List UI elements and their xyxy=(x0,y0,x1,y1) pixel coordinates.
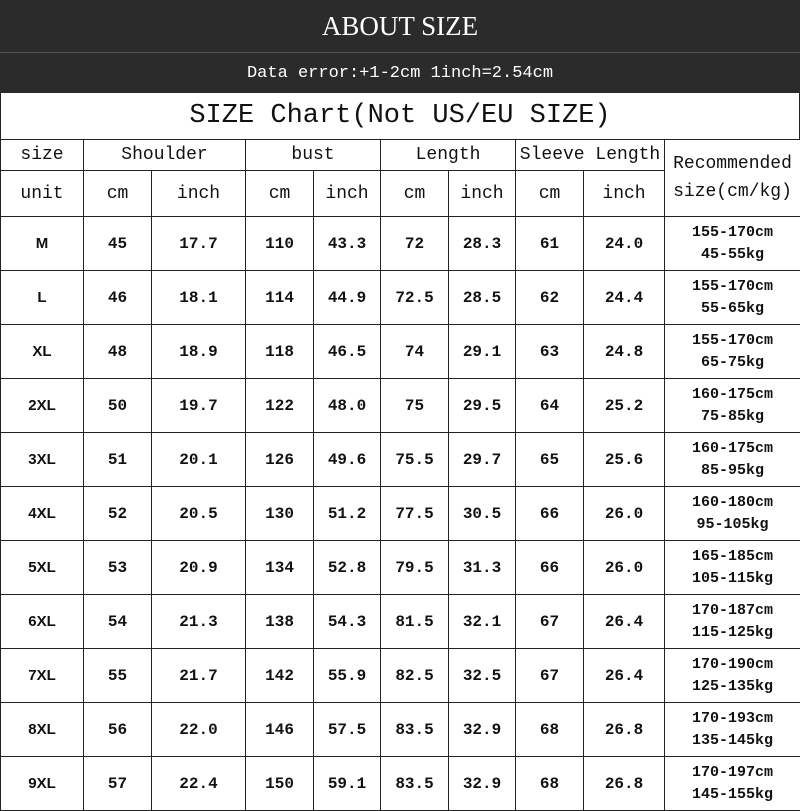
bust-cm-cell: 130 xyxy=(246,487,314,541)
recommended-size-cell xyxy=(665,757,800,811)
shoulder-inch-cell: 17.7 xyxy=(152,217,246,271)
shoulder-cm-cell: 55 xyxy=(84,649,152,703)
shoulder-cm-cell: 53 xyxy=(84,541,152,595)
length-inch-cell: 32.9 xyxy=(449,757,516,811)
shoulder-cm-unit: cm xyxy=(84,171,152,217)
bust-inch-cell: 51.2 xyxy=(314,487,381,541)
length-inch-cell: 29.1 xyxy=(449,325,516,379)
length-inch-cell: 32.9 xyxy=(449,703,516,757)
bust-cm-cell: 134 xyxy=(246,541,314,595)
recommended-header-line1: Recommended xyxy=(665,150,800,178)
shoulder-inch-cell: 20.5 xyxy=(152,487,246,541)
recommended-height: 165-185cm xyxy=(665,546,800,568)
sleeve-inch-cell: 26.8 xyxy=(584,703,665,757)
sleeve-cm-cell: 65 xyxy=(516,433,584,487)
sleeve-inch-cell: 24.8 xyxy=(584,325,665,379)
table-row xyxy=(1,487,800,541)
sleeve-cm-cell: 67 xyxy=(516,649,584,703)
sleeve-inch-unit: inch xyxy=(584,171,665,217)
recommended-weight: 145-155kg xyxy=(665,784,800,806)
sleeve-inch-cell: 25.6 xyxy=(584,433,665,487)
shoulder-cm-cell: 50 xyxy=(84,379,152,433)
shoulder-inch-cell: 19.7 xyxy=(152,379,246,433)
recommended-size-cell xyxy=(665,271,800,325)
sleeve-cm-cell: 62 xyxy=(516,271,584,325)
sleeve-cm-unit: cm xyxy=(516,171,584,217)
shoulder-inch-cell: 21.3 xyxy=(152,595,246,649)
bust-inch-cell: 44.9 xyxy=(314,271,381,325)
sleeve-inch-cell: 26.0 xyxy=(584,541,665,595)
sleeve-inch-cell: 26.4 xyxy=(584,649,665,703)
length-cm-cell: 82.5 xyxy=(381,649,449,703)
recommended-weight: 95-105kg xyxy=(665,514,800,536)
size-chart-title xyxy=(0,93,800,139)
table-row xyxy=(1,433,800,487)
table-row xyxy=(1,379,800,433)
length-inch-cell: 29.7 xyxy=(449,433,516,487)
recommended-height: 155-170cm xyxy=(665,276,800,298)
recommended-height: 155-170cm xyxy=(665,222,800,244)
sleeve-inch-cell: 24.4 xyxy=(584,271,665,325)
bust-inch-cell: 55.9 xyxy=(314,649,381,703)
recommended-weight: 135-145kg xyxy=(665,730,800,752)
shoulder-header: Shoulder xyxy=(84,140,246,171)
about-size-header xyxy=(0,0,800,53)
length-cm-cell: 75.5 xyxy=(381,433,449,487)
shoulder-inch-unit: inch xyxy=(152,171,246,217)
length-cm-cell: 74 xyxy=(381,325,449,379)
size-cell: 6XL xyxy=(1,595,84,649)
bust-inch-cell: 54.3 xyxy=(314,595,381,649)
recommended-height: 160-175cm xyxy=(665,384,800,406)
recommended-size-cell xyxy=(665,325,800,379)
shoulder-inch-cell: 18.1 xyxy=(152,271,246,325)
size-cell: 2XL xyxy=(1,379,84,433)
recommended-weight: 65-75kg xyxy=(665,352,800,374)
sleeve-cm-cell: 66 xyxy=(516,541,584,595)
group-header-row xyxy=(1,140,800,171)
length-inch-unit: inch xyxy=(449,171,516,217)
shoulder-inch-cell: 22.0 xyxy=(152,703,246,757)
bust-inch-cell: 57.5 xyxy=(314,703,381,757)
length-cm-cell: 75 xyxy=(381,379,449,433)
recommended-height: 155-170cm xyxy=(665,330,800,352)
length-cm-cell: 72.5 xyxy=(381,271,449,325)
length-inch-cell: 30.5 xyxy=(449,487,516,541)
recommended-height: 170-187cm xyxy=(665,600,800,622)
shoulder-inch-cell: 21.7 xyxy=(152,649,246,703)
sleeve-cm-cell: 66 xyxy=(516,487,584,541)
unit-label: unit xyxy=(1,171,84,217)
length-inch-cell: 29.5 xyxy=(449,379,516,433)
length-cm-unit: cm xyxy=(381,171,449,217)
size-header: size xyxy=(1,140,84,171)
recommended-size-cell xyxy=(665,433,800,487)
recommended-size-cell xyxy=(665,379,800,433)
sleeve-cm-cell: 68 xyxy=(516,757,584,811)
length-cm-cell: 72 xyxy=(381,217,449,271)
sleeve-cm-cell: 61 xyxy=(516,217,584,271)
sleeve-inch-cell: 24.0 xyxy=(584,217,665,271)
bust-inch-cell: 52.8 xyxy=(314,541,381,595)
shoulder-cm-cell: 51 xyxy=(84,433,152,487)
length-inch-cell: 28.5 xyxy=(449,271,516,325)
recommended-size-header xyxy=(665,140,800,217)
size-cell: 5XL xyxy=(1,541,84,595)
shoulder-cm-cell: 54 xyxy=(84,595,152,649)
size-cell: M xyxy=(1,217,84,271)
size-chart-title-text: SIZE Chart(Not US/EU SIZE) xyxy=(189,101,610,131)
recommended-size-cell xyxy=(665,217,800,271)
shoulder-inch-cell: 22.4 xyxy=(152,757,246,811)
recommended-height: 160-180cm xyxy=(665,492,800,514)
recommended-weight: 105-115kg xyxy=(665,568,800,590)
recommended-height: 160-175cm xyxy=(665,438,800,460)
bust-inch-cell: 49.6 xyxy=(314,433,381,487)
shoulder-cm-cell: 57 xyxy=(84,757,152,811)
bust-inch-cell: 46.5 xyxy=(314,325,381,379)
shoulder-inch-cell: 20.1 xyxy=(152,433,246,487)
size-cell: 4XL xyxy=(1,487,84,541)
bust-inch-cell: 48.0 xyxy=(314,379,381,433)
sleeve-cm-cell: 64 xyxy=(516,379,584,433)
table-row xyxy=(1,595,800,649)
recommended-size-cell xyxy=(665,487,800,541)
bust-cm-cell: 122 xyxy=(246,379,314,433)
shoulder-cm-cell: 46 xyxy=(84,271,152,325)
table-row xyxy=(1,757,800,811)
bust-cm-unit: cm xyxy=(246,171,314,217)
recommended-size-cell xyxy=(665,595,800,649)
bust-cm-cell: 150 xyxy=(246,757,314,811)
bust-header: bust xyxy=(246,140,381,171)
data-error-note: Data error:+1-2cm 1inch=2.54cm xyxy=(247,64,553,83)
recommended-height: 170-193cm xyxy=(665,708,800,730)
recommended-height: 170-197cm xyxy=(665,762,800,784)
bust-inch-cell: 43.3 xyxy=(314,217,381,271)
length-cm-cell: 83.5 xyxy=(381,703,449,757)
length-header: Length xyxy=(381,140,516,171)
length-inch-cell: 32.1 xyxy=(449,595,516,649)
size-cell: 3XL xyxy=(1,433,84,487)
length-inch-cell: 31.3 xyxy=(449,541,516,595)
recommended-size-cell xyxy=(665,541,800,595)
bust-cm-cell: 142 xyxy=(246,649,314,703)
bust-cm-cell: 110 xyxy=(246,217,314,271)
bust-cm-cell: 138 xyxy=(246,595,314,649)
table-row xyxy=(1,217,800,271)
sleeve-inch-cell: 26.8 xyxy=(584,757,665,811)
recommended-weight: 45-55kg xyxy=(665,244,800,266)
recommended-height: 170-190cm xyxy=(665,654,800,676)
sleeve-cm-cell: 63 xyxy=(516,325,584,379)
table-row xyxy=(1,541,800,595)
recommended-size-cell xyxy=(665,649,800,703)
recommended-weight: 75-85kg xyxy=(665,406,800,428)
sleeve-inch-cell: 26.4 xyxy=(584,595,665,649)
shoulder-cm-cell: 56 xyxy=(84,703,152,757)
bust-cm-cell: 114 xyxy=(246,271,314,325)
shoulder-cm-cell: 48 xyxy=(84,325,152,379)
shoulder-inch-cell: 20.9 xyxy=(152,541,246,595)
bust-inch-unit: inch xyxy=(314,171,381,217)
length-inch-cell: 28.3 xyxy=(449,217,516,271)
data-error-note-bar xyxy=(0,53,800,93)
sleeve-inch-cell: 25.2 xyxy=(584,379,665,433)
sleeve-cm-cell: 67 xyxy=(516,595,584,649)
shoulder-inch-cell: 18.9 xyxy=(152,325,246,379)
size-cell: 7XL xyxy=(1,649,84,703)
shoulder-cm-cell: 45 xyxy=(84,217,152,271)
shoulder-cm-cell: 52 xyxy=(84,487,152,541)
bust-cm-cell: 146 xyxy=(246,703,314,757)
size-table xyxy=(0,139,800,811)
size-cell: 8XL xyxy=(1,703,84,757)
table-row xyxy=(1,325,800,379)
sleeve-length-header: Sleeve Length xyxy=(516,140,665,171)
size-cell: 9XL xyxy=(1,757,84,811)
recommended-weight: 85-95kg xyxy=(665,460,800,482)
bust-cm-cell: 118 xyxy=(246,325,314,379)
bust-cm-cell: 126 xyxy=(246,433,314,487)
sleeve-inch-cell: 26.0 xyxy=(584,487,665,541)
table-row xyxy=(1,271,800,325)
table-row xyxy=(1,703,800,757)
recommended-weight: 115-125kg xyxy=(665,622,800,644)
length-cm-cell: 81.5 xyxy=(381,595,449,649)
about-size-title: ABOUT SIZE xyxy=(322,11,478,42)
length-cm-cell: 77.5 xyxy=(381,487,449,541)
size-cell: XL xyxy=(1,325,84,379)
recommended-size-cell xyxy=(665,703,800,757)
recommended-weight: 55-65kg xyxy=(665,298,800,320)
length-cm-cell: 83.5 xyxy=(381,757,449,811)
size-cell: L xyxy=(1,271,84,325)
length-cm-cell: 79.5 xyxy=(381,541,449,595)
recommended-header-line2: size(cm/kg) xyxy=(665,178,800,206)
bust-inch-cell: 59.1 xyxy=(314,757,381,811)
length-inch-cell: 32.5 xyxy=(449,649,516,703)
recommended-weight: 125-135kg xyxy=(665,676,800,698)
table-row xyxy=(1,649,800,703)
sleeve-cm-cell: 68 xyxy=(516,703,584,757)
